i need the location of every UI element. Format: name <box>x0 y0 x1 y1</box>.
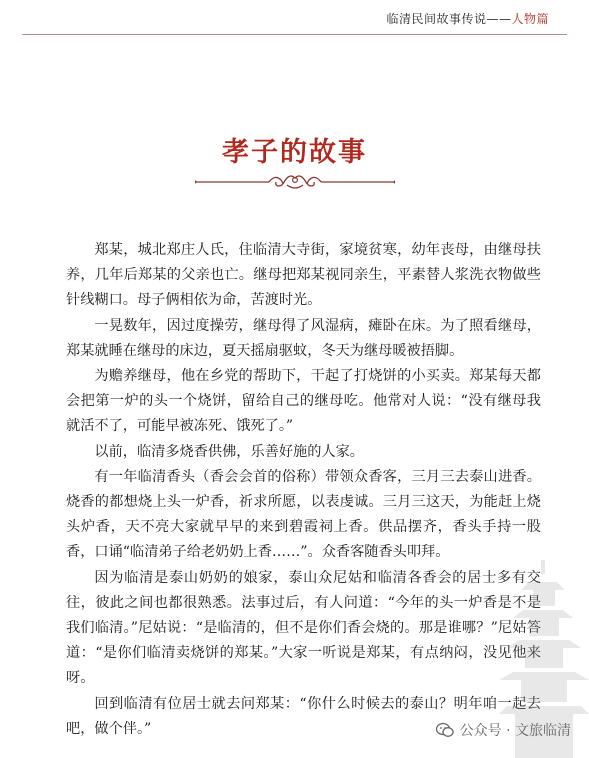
section-name: 人物篇 <box>511 12 549 26</box>
paragraph-3: 为赡养继母，他在乡党的帮助下，干起了打烧饼的小买卖。郑某每天都会把第一炉的头一个烧饼，留给自己的继母吃。他常对人说：“没有继母我就活不了，可能早被冻死、饿死了。” <box>66 368 541 435</box>
paragraph-2: 一晃数年，因过度操劳，继母得了风湿病，瘫卧在床。为了照看继母，郑某就睡在继母的床边，夏天摇扇驱蚊，冬天为继母暖被捂脚。 <box>66 317 541 359</box>
paragraph-7: 回到临清有位居士就去问郑某：“你什么时候去的泰山？明年咱一起去吧，做个伴。” <box>66 695 541 737</box>
story-title: 孝子的故事 <box>222 137 367 168</box>
wechat-icon <box>436 722 454 738</box>
running-head <box>386 10 549 27</box>
paragraph-4: 以前，临清多烧香供佛，乐善好施的人家。 <box>94 443 364 460</box>
paragraph-5: 有一年临清香头（香会会首的俗称）带领众香客，三月三去泰山进香。烧香的都想烧上头一炉香，祈求所愿，以表虔诚。三月三这天，为能赶上烧头炉香，天不亮大家就早早的来到碧霞祠上香。供品摆齐，香头手持一股香，口诵“临清弟子给老奶奶上香……”。众香客随香头叩拜。 <box>66 468 541 561</box>
header-rule <box>22 34 567 35</box>
page-header <box>0 0 589 40</box>
paragraph-1: 郑某，城北郑庄人氏，住临清大寺街，家境贫寒，幼年丧母，由继母扶养，几年后郑某的父亲也亡。继母把郑某视同亲生，平素替人浆洗衣物做些针线糊口。母子俩相依为命，苦渡时光。 <box>66 242 541 309</box>
wechat-watermark <box>436 720 571 740</box>
title-ornament-icon <box>195 170 395 192</box>
watermark-text: 公众号 · 文旅临清 <box>459 723 571 739</box>
story-body <box>66 238 541 742</box>
paragraph-6: 因为临清是泰山奶奶的娘家，泰山众尼姑和临清各香会的居士多有交往，彼此之间也都很熟悉。法事过后，有人问道：“今年的头一炉香是不是我们临清。”尼姑说：“是临清的，但不是你们香会烧的。那是谁哪？”尼姑答道：“是你们临清卖烧饼的郑某。”大家一听说是郑某，有点纳闷，没见他来呀。 <box>66 569 541 687</box>
book-title: 临清民间故事传说—— <box>386 12 512 26</box>
